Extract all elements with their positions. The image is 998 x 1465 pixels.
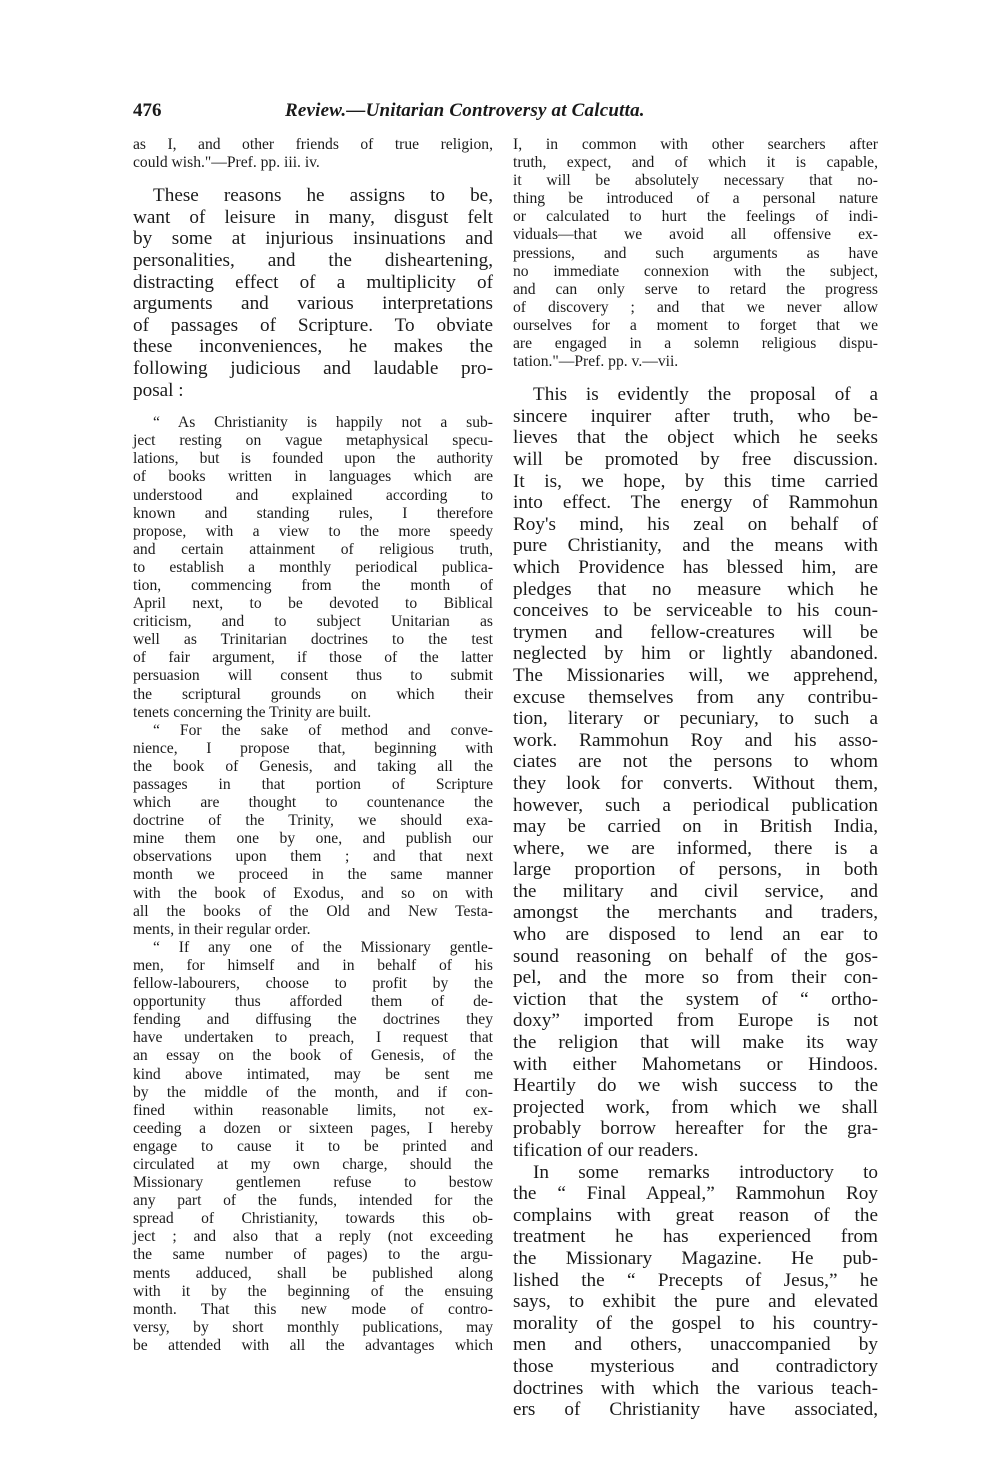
text-line: with the book of Exodus, and so on with <box>133 884 493 902</box>
quote-continuation <box>133 136 493 172</box>
text-line: those mysterious and contradictory <box>513 1355 878 1377</box>
quote-paragraph-method <box>133 722 493 939</box>
text-line: into effect. The energy of Rammohun <box>513 492 878 514</box>
left-column <box>133 136 493 1355</box>
body-paragraph <box>133 185 493 401</box>
text-line: tion, commencing from the month of <box>133 576 493 594</box>
text-line: of fair argument, if those of the latter <box>133 649 493 667</box>
text-line: these inconveniences, he makes the <box>133 336 493 358</box>
text-line: trymen and fellow-creatures will be <box>513 621 878 643</box>
text-line: with either Mahometans or Hindoos. <box>513 1053 878 1075</box>
text-line: ceeding a dozen or sixteen pages, I hereby <box>133 1119 493 1137</box>
text-line: of discovery ; and that we never allow <box>513 298 878 316</box>
text-line: who are disposed to lend an ear to <box>513 924 878 946</box>
text-line: following judicious and laudable pro- <box>133 357 493 379</box>
text-line: fined within reasonable limits, not ex- <box>133 1101 493 1119</box>
text-line: an essay on the book of Genesis, of the <box>133 1047 493 1065</box>
text-line: complains with great reason of the <box>513 1204 878 1226</box>
text-line: “ As Christianity is happily not a sub- <box>153 414 493 432</box>
text-line: they look for converts. Without them, <box>513 772 878 794</box>
text-line: by some at injurious insinuations and <box>133 228 493 250</box>
text-line: the religion that will make its way <box>513 1032 878 1054</box>
text-line: fending and diffusing the doctrines they <box>133 1011 493 1029</box>
page-header <box>133 100 879 126</box>
text-line: month we proceed in the same manner <box>133 866 493 884</box>
text-line: excuse themselves from any contribu- <box>513 686 878 708</box>
text-line: as I, and other friends of true religion, <box>133 136 493 153</box>
text-line: all the books of the Old and New Testa- <box>133 902 493 920</box>
text-line: sincere inquirer after truth, who be- <box>513 405 878 427</box>
text-line: These reasons he assigns to be, <box>153 185 493 207</box>
text-line: doctrine of the Trinity, we should exa- <box>133 812 493 830</box>
text-line: understood and explained according to <box>133 486 493 504</box>
text-line: doxy” imported from Europe is not <box>513 1010 878 1032</box>
text-line: the military and civil service, and <box>513 880 878 902</box>
text-line: spread of Christianity, towards this ob- <box>133 1210 493 1228</box>
text-line: of books written in languages which are <box>133 468 493 486</box>
text-line: ments adduced, shall be published along <box>133 1264 493 1282</box>
text-line: truth, expect, and of which it is capable, <box>513 154 878 172</box>
text-line: are engaged in a solemn religious dispu- <box>513 335 878 353</box>
text-line: ciates are not the persons to whom <box>513 751 878 773</box>
right-column <box>513 136 878 1421</box>
text-line: amongst the merchants and traders, <box>513 902 878 924</box>
text-line: opportunity thus afforded them of de- <box>133 993 493 1011</box>
text-line: be attended with all the advantages which <box>133 1336 493 1354</box>
text-line: projected work, from which we shall <box>513 1096 878 1118</box>
text-line: which are thought to countenance the <box>133 794 493 812</box>
text-line: criticism, and to subject Unitarian as <box>133 613 493 631</box>
text-line: doctrines with which the various teach- <box>513 1377 878 1399</box>
text-line: I, in common with other searchers after <box>513 136 878 153</box>
text-line: ourselves for a moment to forget that we <box>513 316 878 334</box>
text-line: nience, I propose that, beginning with <box>133 739 493 757</box>
running-title: Review.—Unitarian Controversy at Calcutta. <box>285 100 645 121</box>
text-line: passages in that portion of Scripture <box>133 776 493 793</box>
text-line: morality of the gospel to his country- <box>513 1312 878 1334</box>
text-line: kind above intimated, may be sent me <box>133 1065 493 1083</box>
text-line: it will be absolutely necessary that no- <box>513 172 878 190</box>
text-line: says, to exhibit the pure and elevated <box>513 1291 878 1313</box>
text-line: It is, we hope, by this time carried <box>513 470 878 492</box>
text-line: work. Rammohun Roy and his asso- <box>513 729 878 751</box>
text-line: however, such a periodical publication <box>513 794 878 816</box>
text-line: circulated at my own charge, should the <box>133 1155 493 1173</box>
text-line: ject resting on vague metaphysical specu- <box>133 432 493 450</box>
text-line: the Missionary Magazine. He pub- <box>513 1247 878 1269</box>
text-line: Heartily do we wish success to the <box>513 1075 878 1097</box>
text-line: persuasion will consent thus to submit <box>133 667 493 685</box>
text-line: with it by the beginning of the ensuing <box>133 1282 493 1300</box>
text-line: This is evidently the proposal of a <box>533 384 878 406</box>
text-line: ject ; and also that a reply (not exceeding <box>133 1228 493 1246</box>
text-line: ers of Christianity have associated, <box>513 1399 878 1421</box>
text-line: viction that the system of “ ortho- <box>513 988 878 1010</box>
text-line: viduals—that we avoid all offensive ex- <box>513 226 878 244</box>
page-number: 476 <box>133 100 162 121</box>
text-line: large proportion of persons, in both <box>513 859 878 881</box>
text-line: observations upon them ; and that next <box>133 848 493 866</box>
body-paragraph-final-appeal <box>513 1162 878 1421</box>
text-line: tification of our readers. <box>513 1140 699 1161</box>
text-line: men and others, unaccompanied by <box>513 1334 878 1356</box>
text-line: The Missionaries will, we apprehend, <box>513 664 878 686</box>
text-line: may be carried on in British India, <box>513 816 878 838</box>
text-line: personalities, and the disheartening, <box>133 249 493 271</box>
text-line: lished the “ Precepts of Jesus,” he <box>513 1269 878 1291</box>
text-line: well as Trinitarian doctrines to the test <box>133 631 493 649</box>
text-line: treatment he has experienced from <box>513 1226 878 1248</box>
text-line: men, for himself and in behalf of his <box>133 956 493 974</box>
text-line: pel, and the more so from their con- <box>513 967 878 989</box>
text-line: lieves that the object which he seeks <box>513 427 878 449</box>
text-line: ments, in their regular order. <box>133 920 311 938</box>
text-line: probably borrow hereafter for the gra- <box>513 1118 878 1140</box>
text-line: conceives to be serviceable to his coun- <box>513 600 878 622</box>
text-line: April next, to be devoted to Biblical <box>133 595 493 613</box>
text-line: tation."—Pref. pp. v.—vii. <box>513 353 679 371</box>
text-line: pressions, and such arguments as have <box>513 244 878 262</box>
text-line: and certain attainment of religious truth, <box>133 540 493 558</box>
text-line: or calculated to hurt the feelings of indi- <box>513 208 878 226</box>
quote-continuation <box>513 136 878 371</box>
text-line: known and standing rules, I therefore <box>133 504 493 522</box>
text-line: tion, literary or pecuniary, to such a <box>513 708 878 730</box>
text-line: by the middle of the month, and if con- <box>133 1083 493 1101</box>
text-line: no immediate connexion with the subject, <box>513 262 878 280</box>
text-line: engage to cause it to be printed and <box>133 1137 493 1155</box>
text-line: the “ Final Appeal,” Rammohun Roy <box>513 1183 878 1205</box>
text-line: which Providence has blessed him, are <box>513 556 878 578</box>
text-line: “ For the sake of method and conve- <box>153 721 493 739</box>
text-line: tenets concerning the Trinity are built. <box>133 703 372 721</box>
text-line: fellow-labourers, choose to profit by the <box>133 975 493 993</box>
text-line: lations, but is founded upon the authority <box>133 450 493 468</box>
text-line: month. That this new mode of contro- <box>133 1300 493 1318</box>
text-line: posal : <box>133 379 184 401</box>
text-line: and can only serve to retard the progress <box>513 280 878 298</box>
text-line: neglected by him or lightly abandoned. <box>513 643 878 665</box>
text-line: want of leisure in many, disgust felt <box>133 206 493 228</box>
text-line: “ If any one of the Missionary gentle- <box>153 938 493 956</box>
text-line: thing be introduced of a personal nature <box>513 190 878 208</box>
text-line: have undertaken to preach, I request that <box>133 1029 493 1047</box>
text-line: Roy's mind, his zeal on behalf of <box>513 513 878 535</box>
quote-paragraph-missionary <box>133 939 493 1355</box>
text-line: where, we are informed, there is a <box>513 837 878 859</box>
quote-paragraph-christianity <box>133 414 493 722</box>
text-line: any part of the funds, intended for the <box>133 1192 493 1210</box>
text-line: versy, by short monthly publications, may <box>133 1318 493 1336</box>
text-line: the book of Genesis, and taking all the <box>133 757 493 775</box>
text-line: propose, with a view to the more speedy <box>133 522 493 540</box>
text-line: distracting effect of a multiplicity of <box>133 271 493 293</box>
text-line: the same number of pages) to the argu- <box>133 1246 493 1264</box>
text-line: of passages of Scripture. To obviate <box>133 314 493 336</box>
text-line: could wish."—Pref. pp. iii. iv. <box>133 154 320 172</box>
text-line: sound reasoning on behalf of the gos- <box>513 945 878 967</box>
text-line: will be promoted by free discussion. <box>513 449 878 470</box>
text-line: Missionary gentlemen refuse to bestow <box>133 1174 493 1192</box>
text-line: pure Christianity, and the means with <box>513 535 878 557</box>
text-line: mine them one by one, and publish our <box>133 830 493 848</box>
text-line: pledges that no measure which he <box>513 578 878 600</box>
text-line: In some remarks introductory to <box>533 1161 878 1183</box>
text-line: arguments and various interpretations <box>133 293 493 315</box>
body-paragraph-proposal <box>513 384 878 1161</box>
text-line: to establish a monthly periodical publica- <box>133 558 493 576</box>
text-line: the scriptural grounds on which their <box>133 685 493 703</box>
